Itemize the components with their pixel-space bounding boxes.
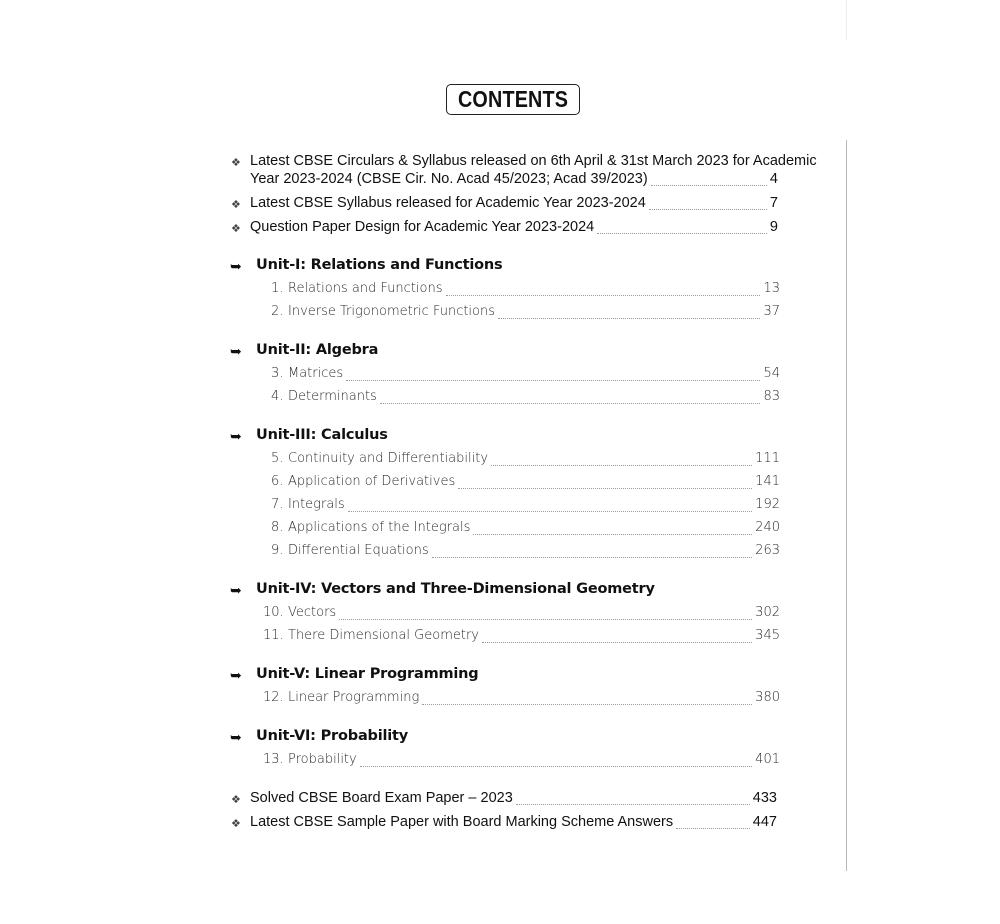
chapter-row[interactable] [271,520,780,540]
page-title [446,84,580,115]
chapter-number: 13. [263,752,284,767]
toc-entry-label: Latest CBSE Sample Paper with Board Marking Scheme Answers [250,814,674,830]
chapter-title: Relations and Functions [288,281,443,296]
toc-entry-row [250,195,778,215]
page-number: 83 [763,389,780,404]
diamond-dots-icon: ❖ [231,817,241,830]
dot-leader [498,318,760,319]
toc-entry-label: Latest CBSE Syllabus released for Academic Year 2023-2024 [250,195,646,211]
page-title-text: CONTENTS [457,86,569,112]
page-number: 447 [752,814,777,830]
chapter-title: Integrals [288,497,345,512]
dot-leader [348,511,753,512]
chapter-row[interactable] [263,605,780,625]
chapter-row[interactable] [263,628,780,648]
unit-title[interactable]: Unit-VI: Probability [256,728,409,744]
chapter-title: Inverse Trigonometric Functions [288,304,496,319]
toc-entry-label: Solved CBSE Board Exam Paper – 2023 [250,790,513,806]
page-number: 302 [755,605,780,620]
dot-leader [432,557,753,558]
page-number: 111 [755,451,780,466]
chapter-number: 11. [263,628,284,643]
chapter-title: Continuity and Differentiability [288,451,489,466]
dot-leader [516,804,750,805]
dot-leader [597,233,767,234]
page-number: 37 [763,304,780,319]
arrow-right-icon: ➥ [230,583,242,599]
chapter-row[interactable] [271,366,780,386]
chapter-row[interactable] [271,389,780,409]
chapter-number: 7. [271,497,284,512]
page-number: 240 [755,520,780,535]
dot-leader [458,488,752,489]
chapter-row[interactable] [271,474,780,494]
unit-title[interactable]: Unit-V: Linear Programming [256,666,479,682]
chapter-number: 4. [271,389,284,404]
toc-entry-label-line2: Year 2023-2024 (CBSE Cir. No. Acad 45/2023; Acad 39/2023) [250,171,648,187]
toc-entry-label: Question Paper Design for Academic Year 2023-2024 [250,219,595,235]
page-number: 433 [752,790,777,806]
page-number: 141 [755,474,780,489]
dot-leader [491,465,752,466]
toc-entry-row [250,219,778,239]
dot-leader [651,185,767,186]
chapter-number: 1. [271,281,284,296]
chapter-row[interactable] [271,543,780,563]
toc-entry-label-line1: Latest CBSE Circulars & Syllabus released on 6th April & 31st March 2023 for Academic [250,153,817,169]
arrow-right-icon: ➥ [230,668,242,684]
chapter-row[interactable] [271,451,780,471]
chapter-row[interactable] [271,497,780,517]
page-number: 380 [755,690,780,705]
page-number: 7 [769,195,778,211]
unit-title[interactable]: Unit-III: Calculus [256,427,388,443]
page-edge-rule [846,140,847,871]
dot-leader [422,704,752,705]
unit-title[interactable]: Unit-II: Algebra [256,342,379,358]
toc-entry-row [250,790,777,810]
dot-leader [649,209,767,210]
chapter-title: Differential Equations [288,543,429,558]
dot-leader [346,380,760,381]
chapter-row[interactable] [271,304,780,324]
page-number: 263 [755,543,780,558]
chapter-number: 9. [271,543,284,558]
dot-leader [360,766,752,767]
diamond-dots-icon: ❖ [231,222,241,235]
arrow-right-icon: ➥ [230,344,242,360]
page-number: 4 [769,171,778,187]
page-number: 9 [769,219,778,235]
diamond-dots-icon: ❖ [231,198,241,211]
dot-leader [339,619,752,620]
chapter-number: 8. [271,520,284,535]
chapter-title: Matrices [288,366,344,381]
page-number: 192 [755,497,780,512]
chapter-title: Vectors [288,605,337,620]
chapter-row[interactable] [263,690,780,710]
toc-entry-row [250,171,778,191]
chapter-title: Determinants [288,389,377,404]
dot-leader [380,403,761,404]
dot-leader [446,295,761,296]
chapter-number: 3. [271,366,284,381]
page-number: 345 [755,628,780,643]
chapter-number: 12. [263,690,284,705]
chapter-number: 2. [271,304,284,319]
page-number: 401 [755,752,780,767]
arrow-right-icon: ➥ [230,429,242,445]
arrow-right-icon: ➥ [230,730,242,746]
chapter-title: Applications of the Integrals [288,520,471,535]
toc-entry-row [250,814,777,834]
chapter-title: Application of Derivatives [288,474,456,489]
chapter-title: There Dimensional Geometry [288,628,480,643]
unit-title[interactable]: Unit-IV: Vectors and Three-Dimensional Geometry [256,581,655,597]
chapter-title: Probability [288,752,357,767]
page-number: 54 [763,366,780,381]
unit-title[interactable]: Unit-I: Relations and Functions [256,257,503,273]
page-edge-rule-top [846,0,847,40]
dot-leader [676,828,750,829]
chapter-row[interactable] [271,281,780,301]
chapter-number: 10. [263,605,284,620]
chapter-number: 6. [271,474,284,489]
diamond-dots-icon: ❖ [231,793,241,806]
chapter-number: 5. [271,451,284,466]
dot-leader [482,642,752,643]
dot-leader [473,534,752,535]
page-number: 13 [763,281,780,296]
chapter-title: Linear Programming [288,690,420,705]
diamond-dots-icon: ❖ [231,156,241,169]
arrow-right-icon: ➥ [230,259,242,275]
chapter-row[interactable] [263,752,780,772]
